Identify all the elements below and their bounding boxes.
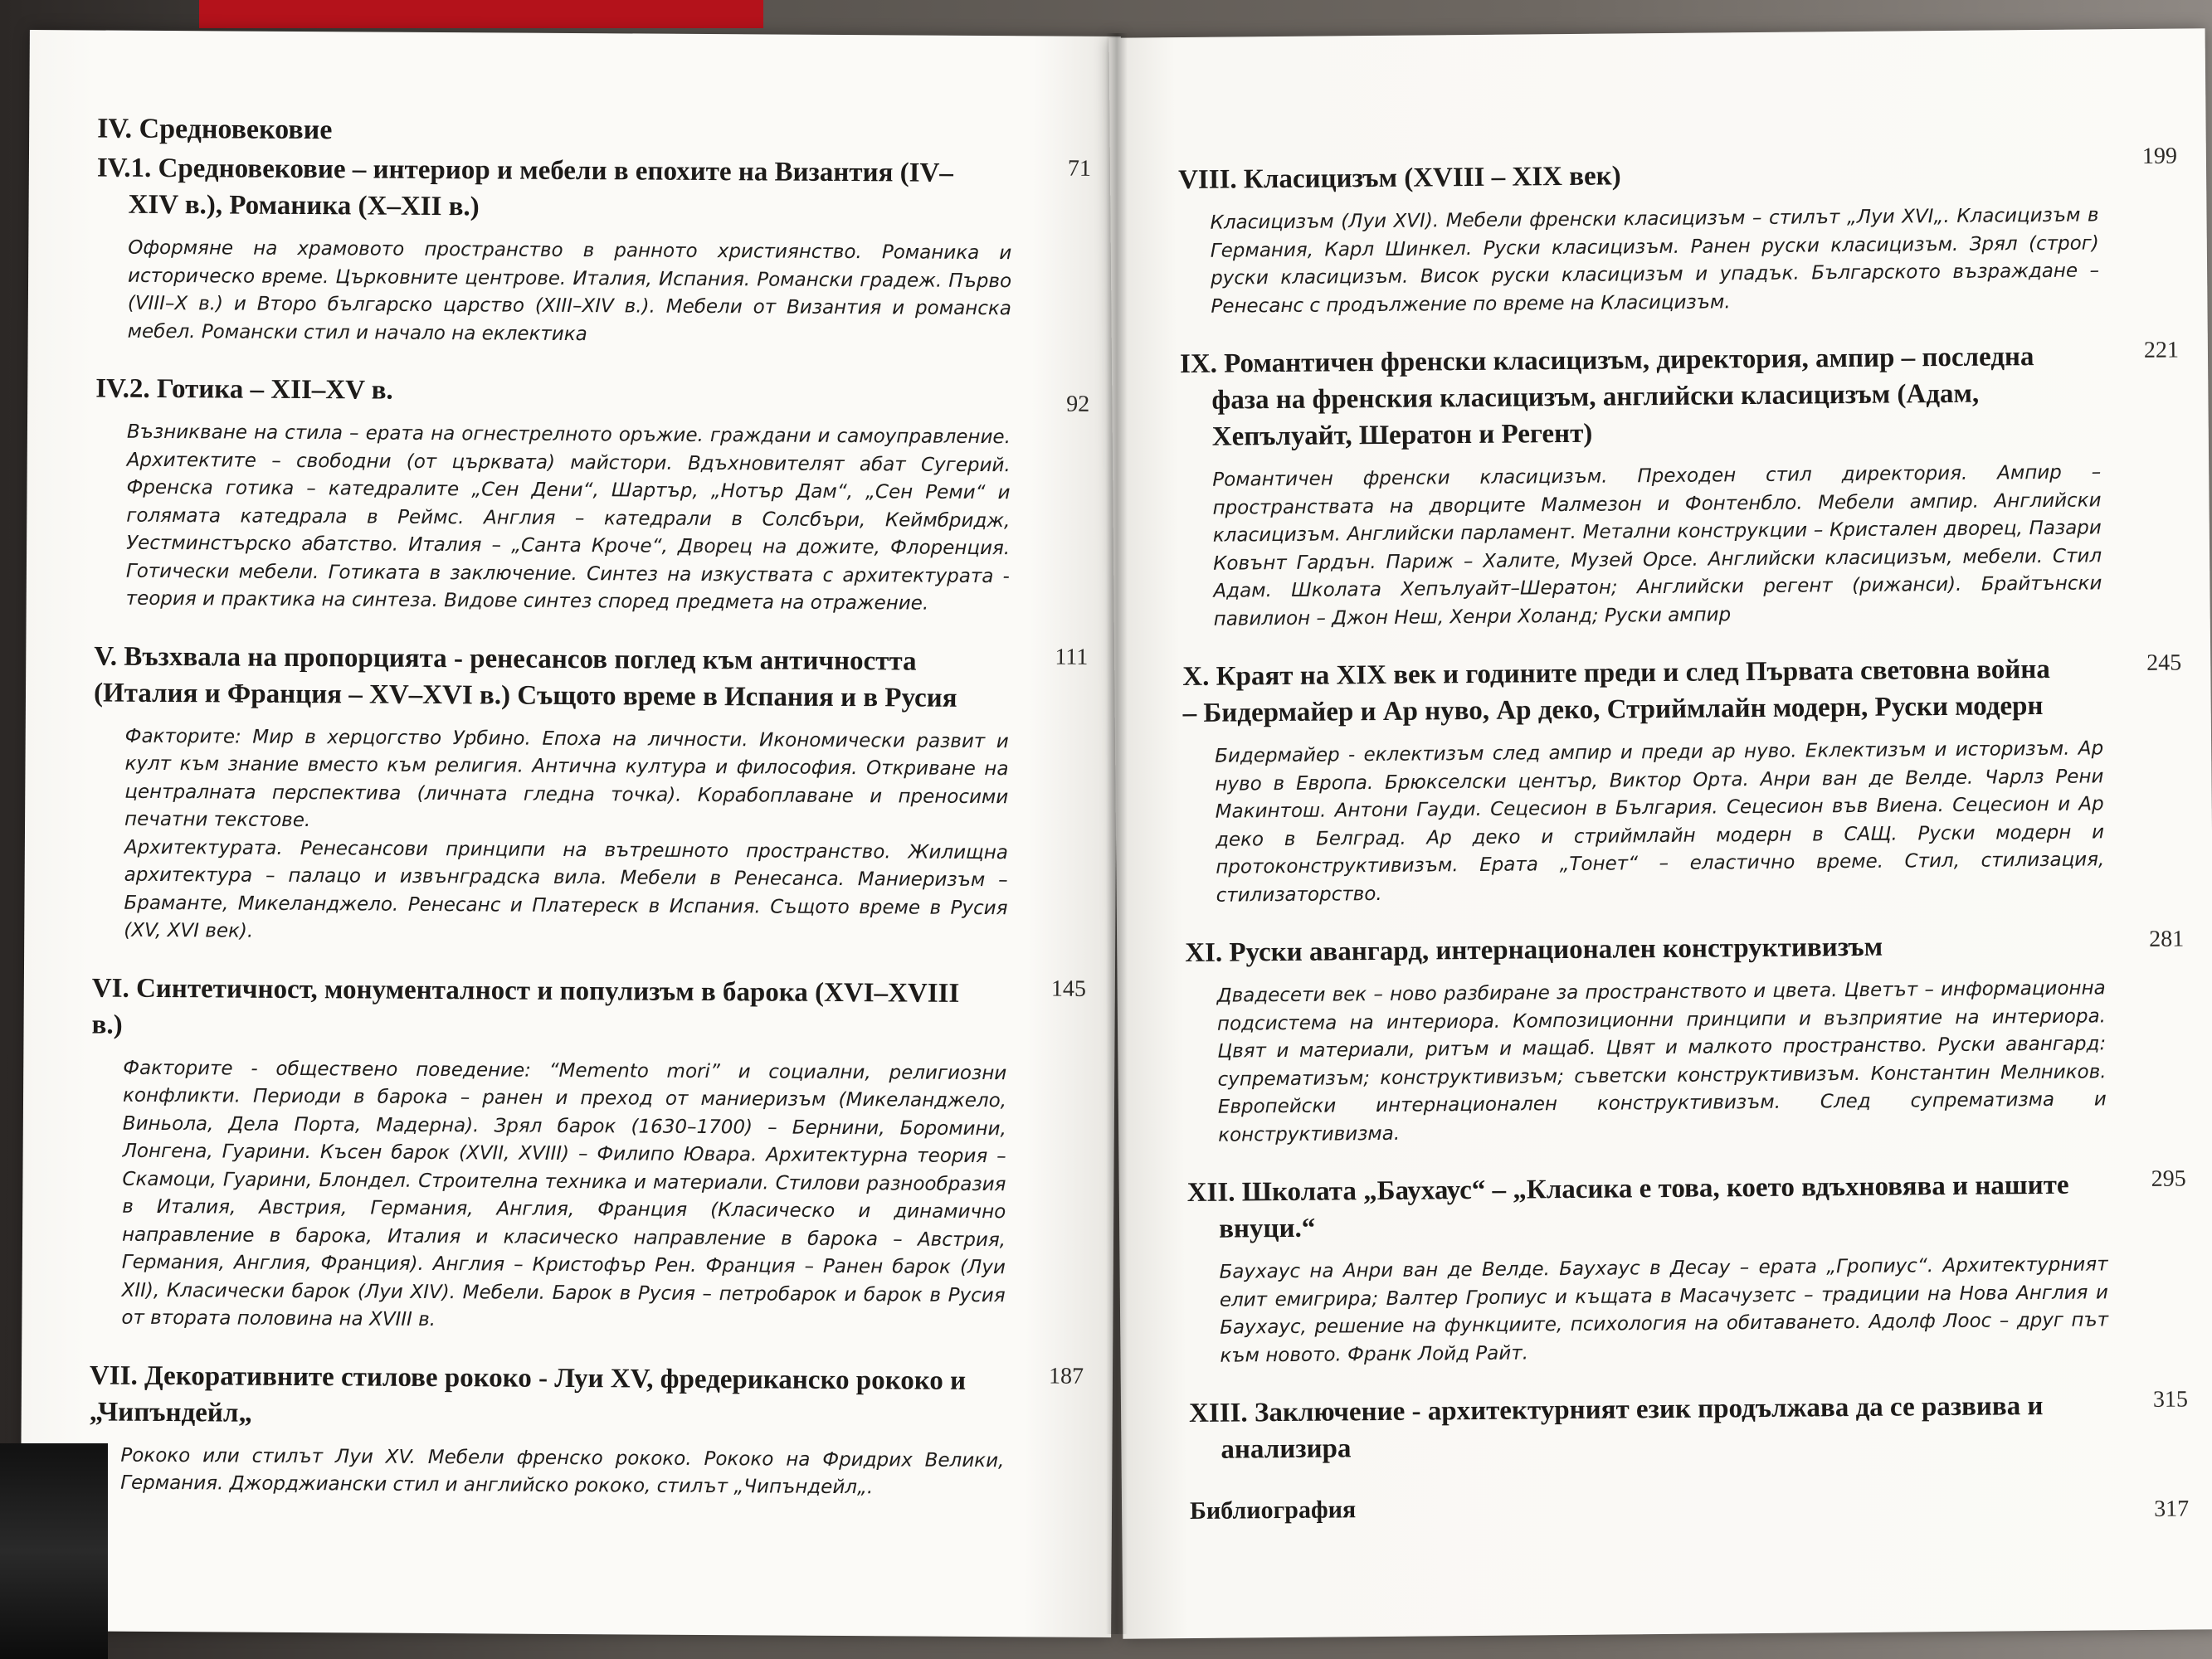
page-number: 281 xyxy=(2148,926,2185,952)
toc-entry xyxy=(1186,1165,2186,1370)
entry-description xyxy=(1215,735,2105,909)
entry-paragraph: Класицизъм (Луи XVI). Мебели френски класицизъм – стилът „Луи XVI„. Класицизъм в Германия, Карл Шинкел. Руски класицизъм. Ранен руски класицизъм. Зрял (строг) руски класицизъм. Висок руски класицизъм и упадък. Българското възраждане – Ренесанс с продължение по време на Класицизъм. xyxy=(1210,204,2100,318)
entry-paragraph: Факторите - обществено поведение: “Memento mori” и социални, религиозни конфликти. Периоди в барока – ранен и преход от маниеризъм (Микеланджело, Виньола, Дела Порта, Мадерна). Зрял барок (1630–1700) – Бернини, Боромини, Лонгена, Гуарини. Късен барок (XVII, XVIII) – Филипо Ювара. Архитектурна теория – Скамоци, Гуарини, Блондел. Строителна техника и материали. Стилови разнообразия в Италия, Австрия, Германия, Англия, Франция (Класическо и динамично направление в барока, Италия и класическо направление в барока – Австрия, Германия, Англия, Франция). Англия – Кристофър Рен. Франция – Ранен барок (Луи XII), Класически барок (Луи XIV). Мебели. Барок в Русия – петробарок и барок в Русия от втората половина на XVIII в. xyxy=(121,1057,1007,1331)
entry-paragraph: Възникване на стила – ерата на огнестрелното оръжие. граждани и самоуправление. Архитектите – свободни (от църквата) майстори. Вдъхновителят абат Сугерий. Френска готика – катедралите „Сен Дени“, Шартър, „Нотър Дам“, „Сен Реми“ и голямата катедрала в Реймс. Англия – катедрали в Солсбъри, Кеймбридж, Уестминстърско абатство. Италия – „Санта Кроче“, Дворец на дожите, Флоренция. Готически мебели. Готиката в заключение. Синтез на изкуствата с архитектурата - теория и практика на синтеза. Видове синтез според предмета на отражение. xyxy=(125,421,1011,615)
page-number: 187 xyxy=(1048,1363,1084,1389)
entry-title: VIII. Класицизъм (XVIII – XIX век) xyxy=(1177,161,1621,196)
entry-title: XI. Руски авангард, интернационален конструктивизъм xyxy=(1185,932,1883,969)
toc-entry xyxy=(1185,926,2185,1150)
entry-paragraph: Оформяне на храмовото пространство в ранното християнство. Романика и историческо време. Църковните центрове. Италия, Испания. Романски градеж. Първо (VIII–X в.) и Второ българско царство (XIII–XIV в.). Мебели от Византия и романска мебел. Романски стил и начало на еклектика xyxy=(127,236,1012,345)
entry-title: XIII. Заключение - архитектурният език продължава да се развива и анализира xyxy=(1188,1391,2044,1465)
page-number: 111 xyxy=(1055,644,1089,670)
page-number: 315 xyxy=(2152,1386,2189,1413)
entry-description xyxy=(1212,459,2102,633)
entry-description xyxy=(126,419,1011,619)
entry-description xyxy=(1217,975,2107,1149)
entry-paragraph: Факторите: Мир в херцогство Урбино. Епоха на личности. Икономически развит и култ към знание вместо към религия. Антична култура и философия. Откриване на централната перспектива (личната гледна точка). Корабоплаване и преносими печатни текстове. xyxy=(124,725,1009,832)
page-number: 92 xyxy=(1066,391,1090,417)
entry-title: VI. Синтетичност, монументалност и популизъм в барока (XVI–XVIII в.) xyxy=(91,972,960,1040)
entry-description xyxy=(124,722,1009,951)
entry-paragraph: Двадесети век – ново разбиране за пространството и цвета. Цветът – информационна подсистема на интериора. Композиционни принципи и възприятие на интериора. Цвят и материали, ритъм и мащаб. Цвят и малкото пространство. Руски авангард: супрематизъм; конструктивизъм; съветски конструктивизъм. Константин Мелников. Европейски интернационален конструктивизъм. След супрематизма и конструктивизма. xyxy=(1216,977,2107,1146)
toc-entry xyxy=(1179,337,2180,634)
right-page xyxy=(1109,28,2212,1638)
toc-entry xyxy=(89,1357,1084,1503)
toc-entry xyxy=(1182,649,2182,910)
page-number: 199 xyxy=(2141,143,2178,169)
entry-paragraph: Архитектурата. Ренесансови принципи на вътрешното пространство. Жилищна архитектура – палацо и извънградска вила. Мебели в Ренесанса. Маниеризъм – Браманте, Микеланджело. Ренесанс и Платереск в Испания. Същото време в Русия (XV, XVI век). xyxy=(124,836,1008,942)
binder-clip xyxy=(0,1443,108,1659)
page-number: 71 xyxy=(1067,155,1092,182)
toc-entry xyxy=(90,970,1086,1338)
entry-paragraph: Романтичен френски класицизъм. Преходен стил директория. Ампир – пространствата на дворците Малмезон и Фонтенбло. Мебели ампир. Английски класицизъм. Английски парламент. Метални конструкции – Кристален дворец, Пазари Ковънт Гардън. Париж – Халите, Музей Орсе. Английски класицизъм, мебели. Стил Адам. Школата Хепълуайт–Шератон; Английски регент (рижанси). Брайтънски павилион – Джон Неш, Хенри Холанд; Руски ампир xyxy=(1212,461,2102,630)
entry-description xyxy=(1219,1251,2108,1370)
entry-title: XII. Школата „Баухаус“ – „Класика е това, което вдъхновява и нашите внуци.“ xyxy=(1186,1170,2069,1244)
part-heading: IV. Средновековие xyxy=(97,113,333,146)
page-number: 221 xyxy=(2143,337,2180,363)
toc-right xyxy=(1109,28,2212,1554)
bibliography-title: Библиография xyxy=(1189,1496,1357,1525)
entry-description xyxy=(120,1442,1004,1503)
toc-entry xyxy=(96,149,1092,351)
toc-left xyxy=(21,30,1121,1528)
entry-title: IV.2. Готика – XII–XV в. xyxy=(95,373,393,406)
book-gutter xyxy=(1106,33,1128,1634)
entry-paragraph: Рококо или стилът Луи XV. Мебели френско рококо. Рококо на Фридрих Велики, Германия. Джорджиански стил и английско рококо, стилът „Чипъндейл„. xyxy=(120,1444,1005,1499)
entry-title: X. Краят на XIX век и годините преди и след Първата световна война – Бидермайер и Ар нуво, Ар деко, Стриймлайн модерн, Руски модерн xyxy=(1182,654,2050,729)
toc-entry xyxy=(92,638,1089,951)
entry-description xyxy=(1210,202,2099,320)
left-page xyxy=(20,30,1121,1637)
page-number: 245 xyxy=(2146,649,2182,676)
toc-entry xyxy=(1189,1485,2190,1530)
entry-title: IX. Романтичен френски класицизъм, директория, ампир – последна фаза на френския класицизъм, английски класицизъм (Адам, Хепълуайт, Шератон и Регент) xyxy=(1179,342,2034,452)
entry-description xyxy=(121,1054,1006,1337)
page-number: 145 xyxy=(1050,975,1086,1002)
page-number: 295 xyxy=(2151,1165,2186,1192)
toc-entry xyxy=(95,370,1090,618)
entry-title: V. Възхвала на пропорцията - ренесансов поглед към античността (Италия и Франция – XV–XVI в.) Същото време в Испания и в Русия xyxy=(93,640,957,713)
toc-entry xyxy=(1177,143,2178,321)
entry-title: VII. Декоративните стилове рококо - Луи XV, фредериканско рококо и „Чипъндейл„ xyxy=(89,1360,967,1428)
entry-paragraph: Баухаус на Анри ван де Велде. Баухаус в Десау – ерата „Гропиус“. Архитектурният елит емигрира; Валтер Гропиус и къщата в Масачузетс – традиции на Нова Англия и Баухаус, решение на функциите, психология на обитаването. Адолф Лоос – друг път към новото. Франк Лойд Райт. xyxy=(1219,1253,2109,1367)
book-cover-edge xyxy=(199,0,763,28)
page-number: 317 xyxy=(2153,1496,2190,1522)
entry-paragraph: Бидермайер - еклектизъм след ампир и преди ар нуво. Еклектизъм и историзъм. Ар нуво в Европа. Брюкселски център, Виктор Орта. Анри ван де Велде. Чарлз Рени Макинтош. Антони Гауди. Сецесион в България. Сецесион във Виена. Сецесион и Ар деко в Белград. Ар деко и стриймлайн модерн в САЩ. Руски модерн и протоконструктивизъм. Ерата „Тонет“ – еластично време. Стил, стилизация, стилизаторство. xyxy=(1215,737,2105,907)
toc-entry xyxy=(1188,1386,2189,1468)
entry-title: IV.1. Средновековие – интериор и мебели в епохите на Византия (IV–XIV в.), Романика (X–XII в.) xyxy=(96,153,953,222)
entry-description xyxy=(128,235,1012,352)
